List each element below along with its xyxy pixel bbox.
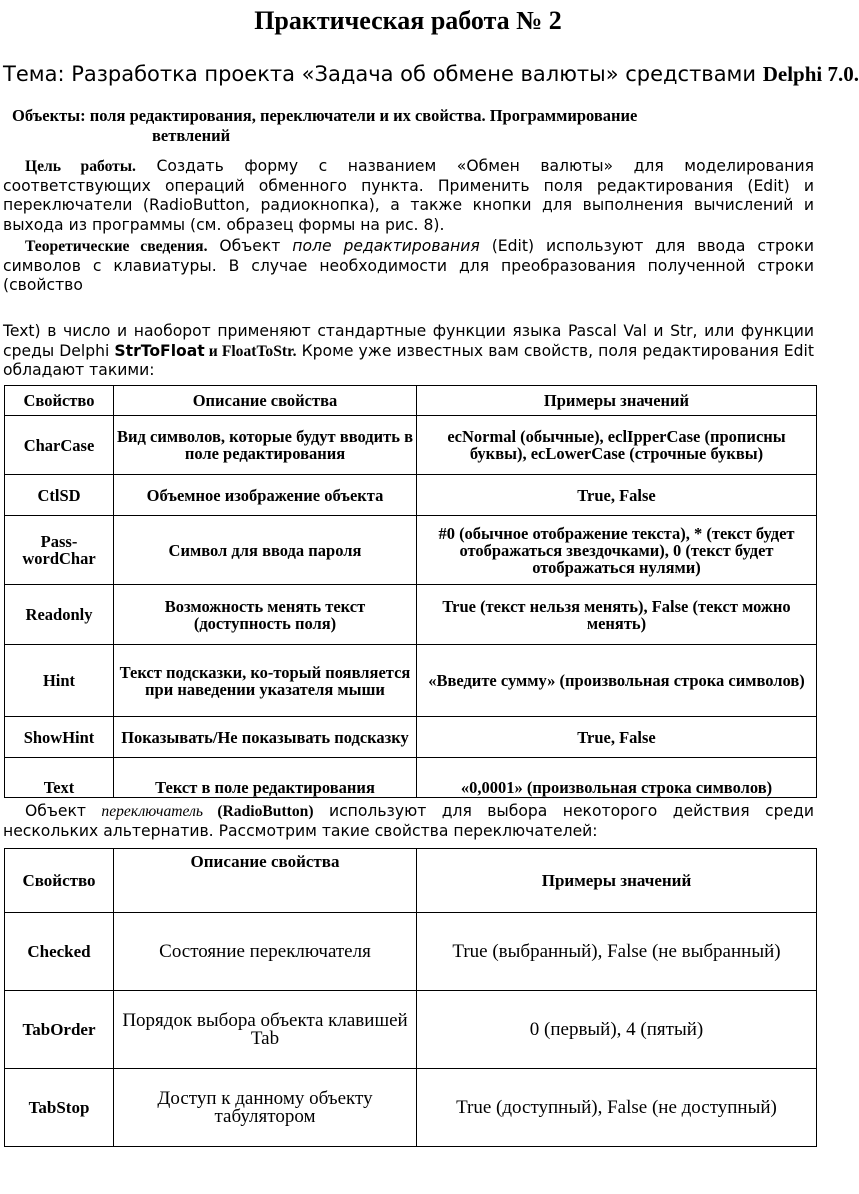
table-row [5, 645, 817, 717]
topic-delphi: Delphi 7.0. [762, 62, 859, 86]
cell-description: Порядок выбора объекта клавишей Tab [114, 991, 417, 1069]
cell-property: TabOrder [5, 991, 114, 1069]
cell-examples: True (текст нельзя менять), False (текст можно менять) [417, 585, 817, 645]
theory2-text-2: Кроме уже известных вам свойств, поля редактирования Edit обладают такими: [3, 341, 814, 380]
cell-property: CharCase [5, 416, 114, 475]
table-header-row [5, 849, 817, 913]
header-examples: Примеры значений [417, 849, 817, 913]
theory-label: Теоретические сведения. [25, 238, 208, 255]
theory2-text-1: Text) в число и наоборот применяют стандартные функции языка Pascal Val и Str, или функции среды Delphi [3, 322, 814, 360]
cell-examples: ecNormal (обычные), eclIpperCase (прописны буквы), ecLowerCase (строчные буквы) [417, 416, 817, 475]
cell-property: Pass-wordChar [5, 516, 114, 585]
cell-property: CtlSD [5, 475, 114, 516]
header-property: Свойство [5, 386, 114, 416]
header-property: Свойство [5, 849, 114, 913]
table-row [5, 1069, 817, 1147]
theory-italic: поле редактирования [292, 237, 480, 255]
table-row [5, 717, 817, 758]
page-title: Практическая работа № 2 [254, 6, 562, 35]
cell-examples: #0 (обычное отображение текста), * (текст будет отображаться звездочками), 0 (текст будет отображаться нулями) [417, 516, 817, 585]
cell-property: Checked [5, 913, 114, 991]
table-row [5, 913, 817, 991]
cell-examples: True (доступный), False (не доступный) [417, 1069, 817, 1147]
table-row [5, 991, 817, 1069]
cell-property: ShowHint [5, 717, 114, 758]
theory-text-2: (Edit) используют для ввода строки символов с клавиатуры. В случае необходимости для преобразования полученной строки (свойство [3, 237, 814, 295]
cell-examples: True, False [417, 475, 817, 516]
header-description: Описание свойства [114, 386, 417, 416]
cell-description: Текст подсказки, ко-торый появляется при наведении указателя мыши [114, 645, 417, 717]
theory-text-1: Объект [207, 237, 293, 255]
cell-examples: 0 (первый), 4 (пятый) [417, 991, 817, 1069]
cell-description: Символ для ввода пароля [114, 516, 417, 585]
header-description: Описание свойства [114, 849, 417, 913]
cell-property: Hint [5, 645, 114, 717]
edit-properties-table [4, 385, 817, 798]
goal-text: Создать форму с названием «Обмен валюты» для моделирования соответствующих операций обменного пункта. Применить поля редактирования (Edit) и переключатели (RadioButton, радиокнопка), а также кнопки для выполнения вычислений и выхода из программы (см. образец формы на рис. 8). [3, 157, 814, 234]
objects-heading [12, 106, 742, 146]
theory-paragraph [3, 237, 814, 296]
cell-description: Объемное изображение объекта [114, 475, 417, 516]
radio-properties-table [4, 848, 817, 1147]
radio-text-2: используют для выбора некоторого действия среди нескольких альтернатив. Рассмотрим такие свойства переключателей: [3, 802, 814, 840]
goal-label: Цель работы. [25, 158, 136, 175]
cell-examples: True, False [417, 717, 817, 758]
topic-line [3, 62, 859, 87]
floattostr: FloatToStr. [221, 342, 297, 360]
table-row [5, 416, 817, 475]
objects-line-1: Объекты: поля редактирования, переключатели и их свойства. Программирование [12, 106, 638, 125]
cell-description: Состояние переключателя [114, 913, 417, 991]
header-examples: Примеры значений [417, 386, 817, 416]
cell-property: TabStop [5, 1069, 114, 1147]
goal-paragraph [3, 157, 814, 235]
strtofloat: StrToFloat [114, 341, 205, 360]
cell-description: Вид символов, которые будут вводить в поле редактирования [114, 416, 417, 475]
cell-property: Readonly [5, 585, 114, 645]
cell-property: Text [5, 758, 114, 798]
radio-intro-paragraph [3, 802, 814, 841]
and-word: и [204, 342, 222, 360]
cell-description: Показывать/Не показывать подсказку [114, 717, 417, 758]
radio-italic: переключатель [101, 803, 203, 820]
cell-examples: True (выбранный), False (не выбранный) [417, 913, 817, 991]
topic-text: Тема: Разработка проекта «Задача об обмене валюты» средствами [3, 62, 763, 86]
table-header-row [5, 386, 817, 416]
radio-bold: (RadioButton) [202, 803, 314, 820]
cell-examples: «Введите сумму» (произвольная строка символов) [417, 645, 817, 717]
cell-description: Текст в поле редактирования [114, 758, 417, 798]
theory-continuation [3, 322, 814, 381]
radio-text-1: Объект [25, 802, 102, 820]
cell-description: Доступ к данному объекту табулятором [114, 1069, 417, 1147]
cell-description: Возможность менять текст (доступность поля) [114, 585, 417, 645]
objects-line-2: ветвлений [152, 126, 231, 145]
table-row [5, 758, 817, 798]
table-row [5, 475, 817, 516]
table-row [5, 516, 817, 585]
table-row [5, 585, 817, 645]
cell-examples: «0,0001» (произвольная строка символов) [417, 758, 817, 798]
